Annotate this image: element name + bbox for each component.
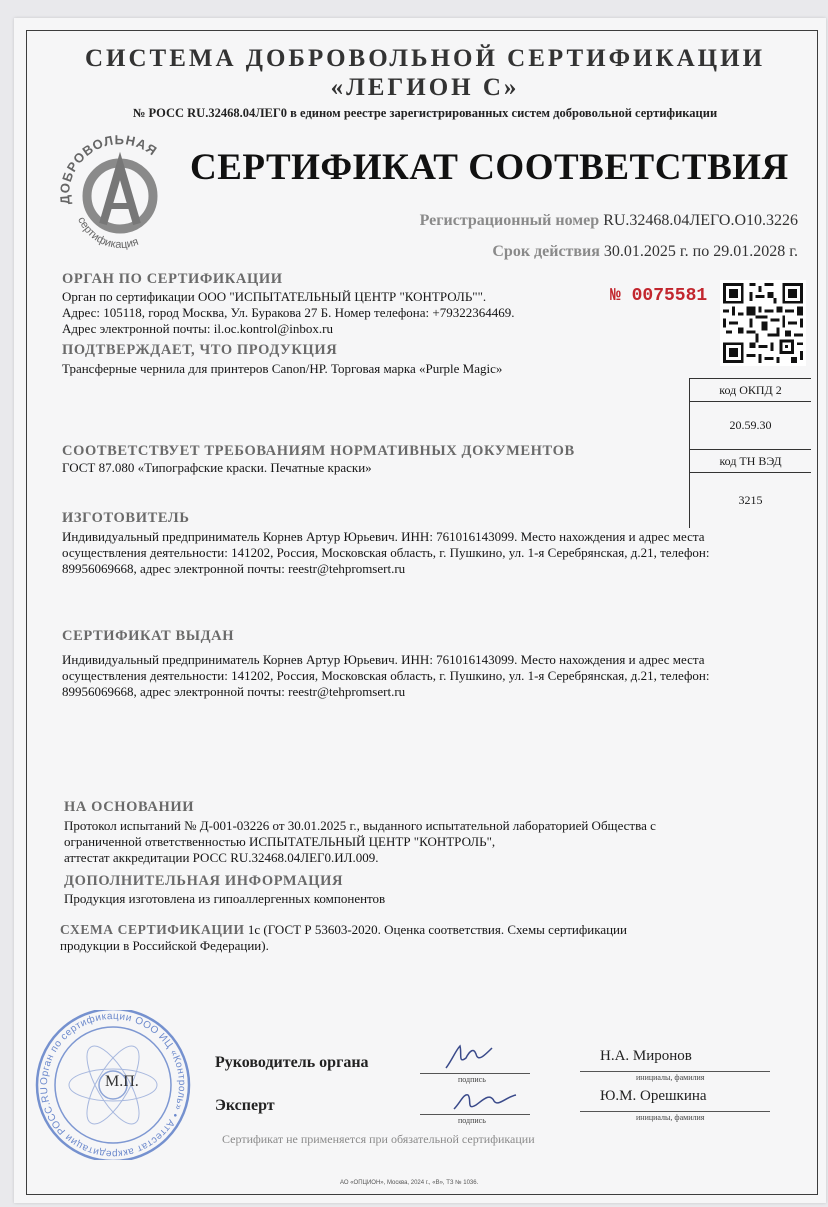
system-title-line2: «ЛЕГИОН С» bbox=[330, 74, 520, 101]
tnved-label: код ТН ВЭД bbox=[690, 450, 811, 473]
issued-heading: СЕРТИФИКАТ ВЫДАН bbox=[62, 628, 235, 644]
head-sign-line bbox=[420, 1073, 530, 1074]
issued-line-1: Индивидуальный предприниматель Корнев Артур Юрьевич. ИНН: 761016143099. Место нахождения и адрес места bbox=[62, 652, 705, 667]
manufacturer-line-3: 89956069668, адрес электронной почты: reestr@tehpromsert.ru bbox=[62, 561, 406, 576]
manufacturer-line-2: осуществления деятельности: 141202, Россия, Московская область, г. Пушкино, ул. 1-я Серебрянская, д.21, телефон: bbox=[62, 545, 710, 560]
product-heading: ПОДТВЕРЖДАЕТ, ЧТО ПРОДУКЦИЯ bbox=[62, 342, 338, 358]
head-name-caption: инициалы, фамилия bbox=[636, 1073, 705, 1082]
organ-text bbox=[62, 289, 622, 337]
registration-number-value: RU.32468.04ЛЕГО.О10.3226 bbox=[603, 212, 798, 229]
manufacturer-text bbox=[62, 529, 807, 577]
issued-line-3: 89956069668, адрес электронной почты: reestr@tehpromsert.ru bbox=[62, 684, 406, 699]
expert-sign-line bbox=[420, 1114, 530, 1115]
registration-number bbox=[420, 212, 798, 230]
organ-line-3: Адрес электронной почты: il.oc.kontrol@inbox.ru bbox=[62, 321, 333, 336]
scheme-line-1: 1с (ГОСТ Р 53603-2020. Оценка соответствия. Схемы сертификации bbox=[247, 922, 627, 937]
basis-heading: НА ОСНОВАНИИ bbox=[64, 799, 195, 815]
head-sign-caption: подпись bbox=[458, 1075, 486, 1084]
standards-heading: СООТВЕТСТВУЕТ ТРЕБОВАНИЯМ НОРМАТИВНЫХ ДОКУМЕНТОВ bbox=[62, 443, 575, 459]
organ-line-2: Адрес: 105118, город Москва, Ул. Буракова 27 Б. Номер телефона: +79322364469. bbox=[62, 305, 515, 320]
stamp-mp: М.П. bbox=[105, 1073, 139, 1090]
serial-number: № 0075581 bbox=[610, 286, 708, 306]
registration-number-label: Регистрационный номер bbox=[419, 212, 600, 229]
validity-label: Срок действия bbox=[492, 243, 600, 260]
product-text: Трансферные чернила для принтеров Canon/HP. Торговая марка «Purple Magic» bbox=[62, 361, 503, 376]
tnved-value: 3215 bbox=[738, 493, 763, 507]
basis-line-2: ограниченной ответственностью ИСПЫТАТЕЛЬНЫЙ ЦЕНТР "КОНТРОЛЬ", bbox=[64, 834, 496, 849]
logo-arc-top: ДОБРОВОЛЬНАЯ bbox=[56, 132, 161, 206]
basis-line-3: аттестат аккредитации РОСС RU.32468.04ЛЕГ0.ИЛ.009. bbox=[64, 850, 379, 865]
expert-name: Ю.М. Орешкина bbox=[600, 1088, 707, 1104]
validity-value: 30.01.2025 г. по 29.01.2028 г. bbox=[603, 243, 798, 260]
manufacturer-line-1: Индивидуальный предприниматель Корнев Артур Юрьевич. ИНН: 761016143099. Место нахождения и адрес места bbox=[62, 529, 705, 544]
additional-text: Продукция изготовлена из гипоаллергенных компонентов bbox=[64, 891, 386, 906]
organ-heading: ОРГАН ПО СЕРТИФИКАЦИИ bbox=[62, 271, 283, 287]
standards-text: ГОСТ 87.080 «Типографские краски. Печатные краски» bbox=[62, 460, 372, 475]
manufacturer-heading: ИЗГОТОВИТЕЛЬ bbox=[62, 510, 190, 526]
scheme-heading: СХЕМА СЕРТИФИКАЦИИ bbox=[60, 922, 245, 937]
expert-signature bbox=[450, 1085, 520, 1117]
codes-box bbox=[689, 378, 811, 528]
organ-line-1: Орган по сертификации ООО "ИСПЫТАТЕЛЬНЫЙ ЦЕНТР "КОНТРОЛЬ"". bbox=[62, 289, 487, 304]
expert-label: Эксперт bbox=[215, 1097, 275, 1114]
system-title-line1: СИСТЕМА ДОБРОВОЛЬНОЙ СЕРТИФИКАЦИИ bbox=[84, 45, 766, 72]
head-label: Руководитель органа bbox=[215, 1054, 369, 1071]
validity-period bbox=[492, 243, 798, 261]
qr-code bbox=[720, 280, 806, 366]
issued-text bbox=[62, 652, 807, 700]
basis-text bbox=[64, 818, 784, 866]
footer-print-info: АО «ОПЦИОН», Москва, 2024 г., «В», ТЗ № 1036. bbox=[340, 1180, 479, 1186]
okpd-value: 20.59.30 bbox=[690, 402, 811, 450]
basis-line-1: Протокол испытаний № Д-001-03226 от 30.01.2025 г., выданного испытательной лабораторией Общества с bbox=[64, 818, 656, 833]
system-registry-line: № РОСС RU.32468.04ЛЕГ0 в едином реестре зарегистрированных систем добровольной сертификации bbox=[132, 106, 718, 120]
head-name: Н.А. Миронов bbox=[600, 1048, 692, 1064]
logo-letters: СА bbox=[48, 124, 50, 125]
issued-line-2: осуществления деятельности: 141202, Россия, Московская область, г. Пушкино, ул. 1-я Серебрянская, д.21, телефон: bbox=[62, 668, 710, 683]
expert-name-caption: инициалы, фамилия bbox=[636, 1113, 705, 1122]
certificate-title: СЕРТИФИКАТ СООТВЕТСТВИЯ bbox=[190, 147, 789, 188]
head-signature bbox=[440, 1040, 500, 1074]
stamp-ring-text: Орган по сертификации ООО ИЦ «Контроль» • Аттестат аккредитации РОСС.RU bbox=[38, 1010, 188, 1160]
scheme-line-2: продукции в Российской Федерации). bbox=[60, 938, 269, 953]
certification-logo bbox=[48, 124, 188, 264]
scheme-block bbox=[60, 922, 680, 954]
footer-notice: Сертификат не применяется при обязательной сертификации bbox=[222, 1132, 535, 1146]
logo-arc-bottom: сертификация bbox=[75, 215, 141, 252]
expert-name-line bbox=[580, 1111, 770, 1112]
additional-heading: ДОПОЛНИТЕЛЬНАЯ ИНФОРМАЦИЯ bbox=[64, 873, 344, 889]
expert-sign-caption: подпись bbox=[458, 1116, 486, 1125]
okpd-label: код ОКПД 2 bbox=[690, 379, 811, 402]
head-name-line bbox=[580, 1071, 770, 1072]
